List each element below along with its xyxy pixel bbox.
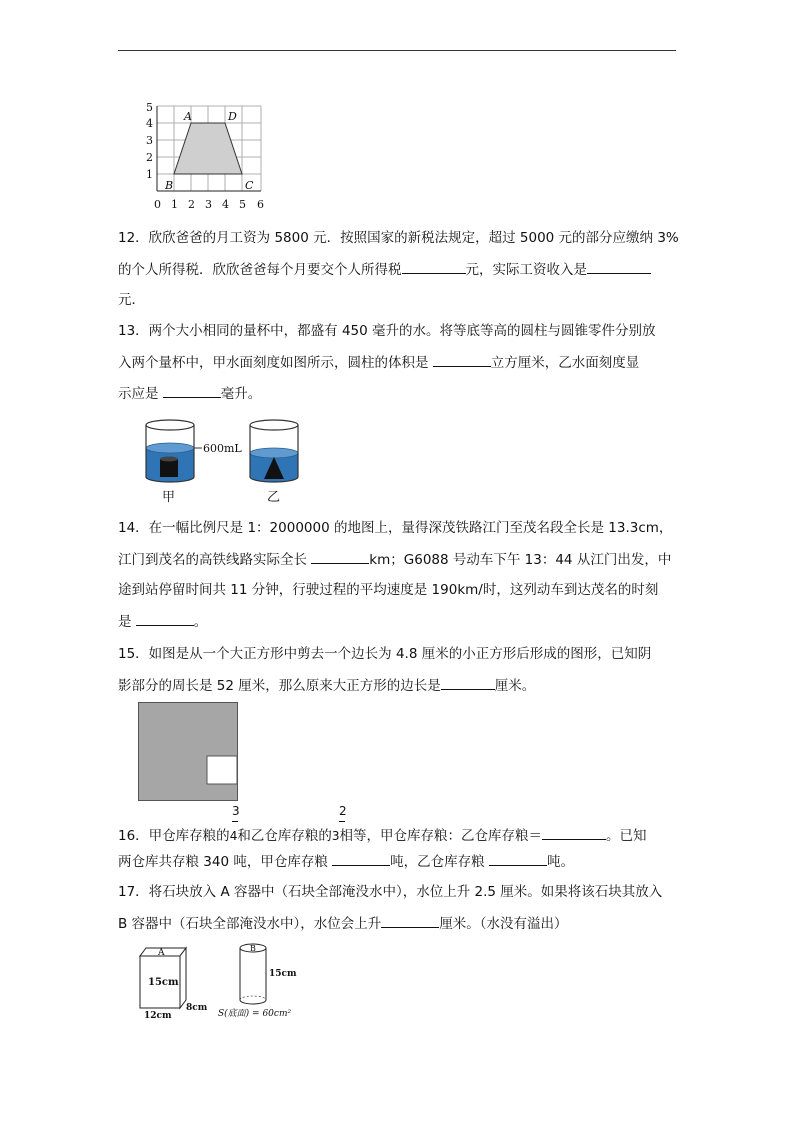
answer-blank[interactable] <box>402 260 466 274</box>
container-a-width: 12cm <box>144 1011 172 1021</box>
q14-line1: 14．在一幅比例尺是 1：2000000 的地图上，量得深茂铁路江门至茂名段全长是 13.3cm， <box>118 520 673 536</box>
q16-text: 吨。 <box>546 854 574 870</box>
q17-text: B 容器中（石块全部淹没水中），水位会上升 <box>118 916 382 932</box>
x-tick: 6 <box>257 198 264 211</box>
container-b-label: B <box>250 944 256 953</box>
x-tick: 0 <box>154 198 161 211</box>
answer-blank[interactable] <box>542 826 606 840</box>
header-rule <box>118 50 676 51</box>
trapezoid-shape <box>174 123 242 174</box>
fraction-1-numerator: 3 <box>232 804 240 818</box>
answer-blank[interactable] <box>332 852 390 866</box>
q14-text: km；G6088 号动车下午 13：44 从江门出发，中 <box>369 552 672 568</box>
cup-right-label: 乙 <box>267 490 281 505</box>
cut-square-figure <box>138 702 239 802</box>
q17-line2 <box>118 914 568 933</box>
grid-trapezoid-figure <box>140 100 270 215</box>
q12-line1: 12．欣欣爸爸的月工资为 5800 元．按照国家的新税法规定，超过 5000 元的部分应缴纳 3% <box>118 230 679 246</box>
container-b-height: 15cm <box>269 969 297 979</box>
q13-line3 <box>118 384 261 403</box>
q14-line4 <box>118 612 207 631</box>
fraction-1-bar <box>232 821 238 822</box>
cup-left-label: 甲 <box>162 490 176 505</box>
q16-text: 相等，甲仓库存粮：乙仓库存粮＝ <box>339 828 542 844</box>
container-b-base: S(底面) = 60cm² <box>218 1009 292 1019</box>
x-tick: 2 <box>188 198 195 211</box>
small-square-cutout <box>207 756 237 784</box>
point-label-c: C <box>245 179 254 192</box>
fraction-2-denominator: 3 <box>331 829 340 843</box>
q16-line2 <box>118 852 574 871</box>
container-a-height: 15cm <box>148 977 179 988</box>
container-a-depth: 8cm <box>186 1003 208 1013</box>
q16-text: 16．甲仓库存粮的 <box>118 828 230 844</box>
q13-text: 立方厘米，乙水面刻度显 <box>490 355 640 371</box>
fraction-2-bar <box>339 821 345 822</box>
large-square-shaded <box>139 703 238 801</box>
q17-text: 厘米。（水没有溢出） <box>439 916 568 932</box>
q12-text: 的个人所得税．欣欣爸爸每个月要交个人所得税 <box>118 262 402 278</box>
y-tick: 1 <box>146 168 153 181</box>
point-label-d: D <box>228 110 237 123</box>
q16-text: 和乙仓库存粮的 <box>237 828 332 844</box>
q15-text: 厘米。 <box>494 678 536 694</box>
x-tick: 3 <box>205 198 212 211</box>
q15-line2 <box>118 676 535 695</box>
answer-blank[interactable] <box>587 260 651 274</box>
y-tick: 4 <box>146 117 153 130</box>
answer-blank[interactable] <box>381 914 439 928</box>
q13-text: 毫升。 <box>220 386 262 402</box>
q15-text: 影部分的周长是 52 厘米，那么原来大正方形的边长是 <box>118 678 441 694</box>
q17-line1: 17．将石块放入 A 容器中（石块全部淹没水中），水位上升 2.5 厘米。如果将该石块其放入 <box>118 884 663 900</box>
q13-text: 示应是 <box>118 386 163 402</box>
container-a-label: A <box>158 948 165 958</box>
q16-text: 。已知 <box>605 828 647 844</box>
x-tick: 5 <box>239 198 246 211</box>
answer-blank[interactable] <box>163 384 221 398</box>
q13-line1: 13．两个大小相同的量杯中，都盛有 450 毫升的水。将等底等高的圆柱与圆锥零件分别放 <box>118 323 656 339</box>
answer-blank[interactable] <box>136 612 194 626</box>
q13-line2 <box>118 353 639 372</box>
q14-line3: 途到站停留时间共 11 分钟，行驶过程的平均速度是 190km/时，这列动车到达茂名的时刻 <box>118 582 659 598</box>
y-tick: 2 <box>146 151 153 164</box>
fraction-1-denominator: 4 <box>229 829 238 843</box>
q14-text: 是 <box>118 614 136 630</box>
fraction-2-numerator: 2 <box>339 804 347 818</box>
measuring-cups-figure <box>140 415 318 507</box>
q12-line2 <box>118 260 651 279</box>
cup-mark-label: 600mL <box>203 442 242 455</box>
q13-text: 入两个量杯中，甲水面刻度如图所示，圆柱的体积是 <box>118 355 433 371</box>
q14-text: 江门到茂名的高铁线路实际全长 <box>118 552 312 568</box>
x-tick: 4 <box>222 198 229 211</box>
q16-text: 两仓库共存粮 340 吨，甲仓库存粮 <box>118 854 333 870</box>
answer-blank[interactable] <box>441 676 495 690</box>
q14-text: 。 <box>193 614 208 630</box>
point-label-a: A <box>184 110 192 123</box>
containers-figure <box>136 940 306 1022</box>
answer-blank[interactable] <box>311 550 369 564</box>
answer-blank[interactable] <box>433 353 491 367</box>
q12-text: 元，实际工资收入是 <box>465 262 587 278</box>
q12-line3: 元． <box>118 292 145 308</box>
y-tick: 3 <box>146 134 153 147</box>
q16-text: 吨，乙仓库存粮 <box>390 854 489 870</box>
q16-line1 <box>118 826 646 845</box>
x-tick: 1 <box>171 198 178 211</box>
q14-line2 <box>118 550 671 569</box>
y-tick: 5 <box>146 101 153 114</box>
point-label-b: B <box>165 179 174 192</box>
answer-blank[interactable] <box>489 852 547 866</box>
q15-line1: 15．如图是从一个大正方形中剪去一个边长为 4.8 厘米的小正方形后形成的图形，已知阴 <box>118 646 652 662</box>
